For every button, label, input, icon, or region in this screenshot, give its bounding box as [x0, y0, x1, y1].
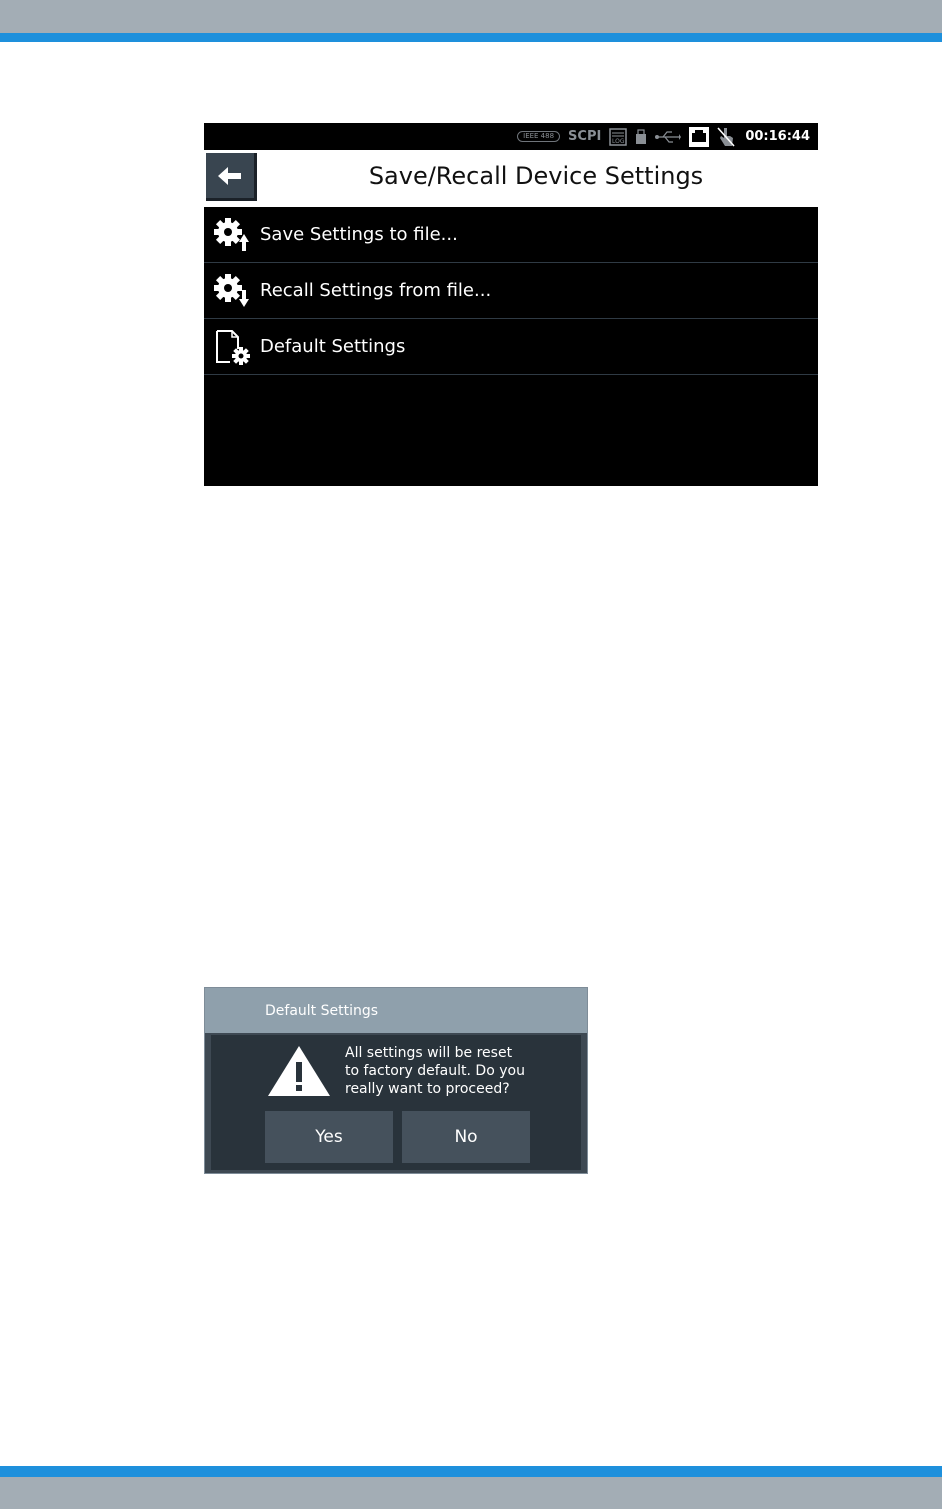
document-gear-icon: [204, 319, 260, 374]
gear-upload-icon: [204, 207, 260, 262]
dialog-message-line: really want to proceed?: [345, 1081, 510, 1097]
footer-accent-stripe: [0, 1466, 942, 1477]
device-screen: [204, 123, 818, 486]
header-accent-stripe: [0, 33, 942, 42]
default-settings-dialog: [204, 987, 588, 1174]
back-button[interactable]: [206, 153, 257, 201]
page-header-bar: [0, 0, 942, 42]
dialog-title: Default Settings: [205, 988, 587, 1033]
no-button[interactable]: No: [402, 1111, 530, 1163]
touch-lock-icon: [717, 126, 735, 148]
menu-item-label: Recall Settings from file...: [260, 280, 492, 301]
title-bar: [204, 150, 818, 207]
lan-icon: [689, 127, 709, 147]
menu-item-save-settings[interactable]: [204, 207, 818, 263]
yes-button[interactable]: Yes: [265, 1111, 393, 1163]
status-bar: [204, 123, 818, 150]
menu-item-label: Save Settings to file...: [260, 224, 458, 245]
dialog-message-line: to factory default. Do you: [345, 1063, 525, 1079]
gear-download-icon: [204, 263, 260, 318]
menu-item-recall-settings[interactable]: [204, 263, 818, 319]
screen-title: Save/Recall Device Settings: [368, 162, 704, 190]
arrow-left-icon: [218, 167, 242, 185]
dialog-body: [211, 1035, 581, 1170]
clock: 00:16:44: [745, 129, 810, 144]
menu-item-label: Default Settings: [260, 336, 406, 357]
usb-icon: [655, 131, 681, 143]
page-footer-bar: [0, 1466, 942, 1509]
svg-text:LOG: LOG: [612, 137, 625, 145]
scpi-indicator: SCPI: [568, 129, 602, 144]
menu-item-default-settings[interactable]: [204, 319, 818, 375]
warning-icon: [267, 1045, 331, 1101]
dialog-message-line: All settings will be reset: [345, 1045, 513, 1061]
log-icon: [609, 128, 627, 146]
dialog-message: [345, 1044, 565, 1098]
storage-icon: [635, 129, 647, 145]
ieee488-indicator: IEEE 488: [517, 131, 560, 142]
settings-menu: [204, 207, 818, 375]
